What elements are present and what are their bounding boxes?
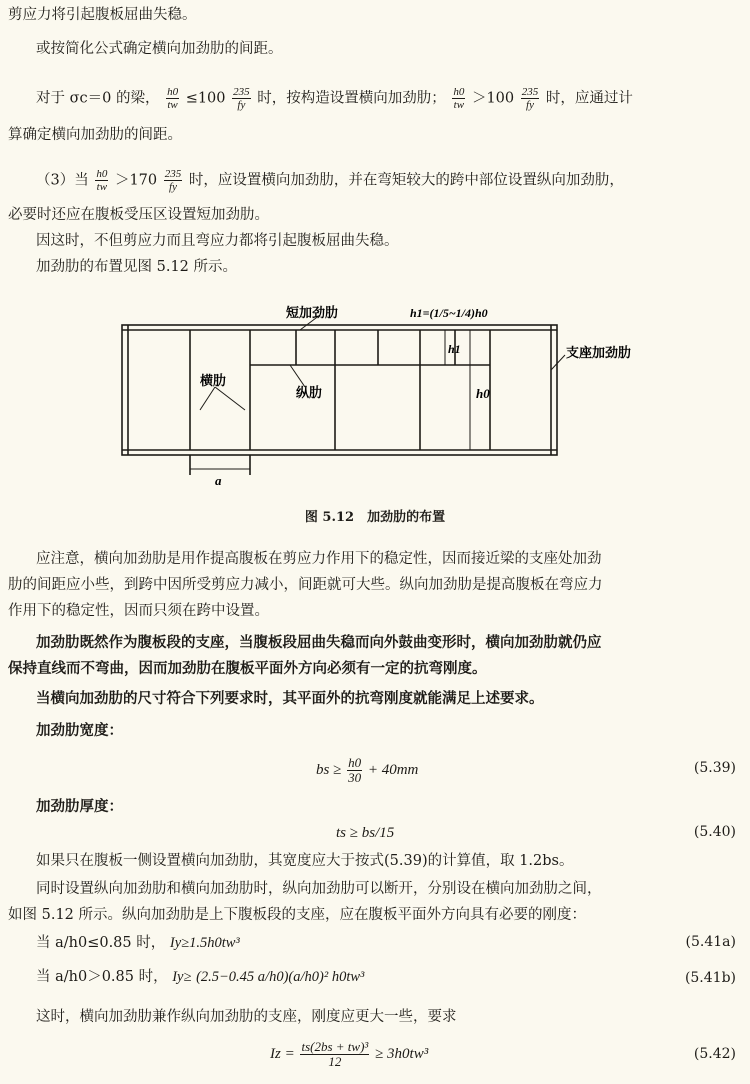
equation-5-42: Iz = $\frac{\text{ts(2bs + tw)³}}{12}$ ≥ 3h0tw³	[270, 1039, 429, 1069]
sqrt-235-fy: $\frac{235}{fy}$	[233, 86, 250, 111]
paragraph-2: 或按简化公式确定横向加劲肋的间距。	[36, 41, 283, 57]
label-a: a	[215, 473, 222, 488]
label-transverse: 横肋	[200, 374, 227, 389]
sqrt-235-fy-2: $\frac{235}{fy}$	[521, 86, 539, 111]
equation-number-5-41b: (5.41b)	[684, 970, 736, 986]
paragraph-9: 当横向加劲肋的尺寸符合下列要求时，其平面外的抗弯刚度就能满足上述要求。	[36, 690, 544, 707]
paragraph-8-line-1: 加劲肋既然作为腹板段的支座，当腹板段屈曲失稳而向外鼓曲变形时，横向加劲肋就仍应	[36, 634, 602, 651]
paragraph-6: 加劲肋的布置见图 5.12 所示。	[36, 259, 238, 275]
figure-caption: 图 5.12 加劲肋的布置	[304, 510, 446, 525]
paragraph-3-line-2: 算确定横向加劲肋的间距。	[8, 127, 182, 143]
heading-stiffener-width: 加劲肋宽度：	[36, 722, 123, 739]
paragraph-7-line-3: 作用下的稳定性，因而只须在跨中设置。	[8, 603, 269, 619]
equation-number-5-40: (5.40)	[693, 824, 736, 840]
label-short-stiffener: 短加劲肋	[286, 306, 339, 321]
paragraph-1: 剪应力将引起腹板屈曲失稳。	[8, 7, 197, 23]
label-h0: h0	[476, 386, 490, 401]
heading-stiffener-thickness: 加劲肋厚度：	[36, 798, 123, 815]
label-h1-equation: h1=(1/5~1/4)h0	[410, 306, 488, 320]
label-support-stiffener: 支座加劲肋	[566, 346, 632, 361]
girder-web-outline	[122, 325, 557, 455]
paragraph-14: 这时，横向加劲肋兼作纵向加劲肋的支座，刚度应更大一些，要求	[36, 1009, 457, 1025]
fraction-h0-tw-2: $\frac{h0}{tw}$	[453, 86, 465, 111]
sqrt-235-fy-3: $\frac{235}{fy}$	[164, 168, 182, 193]
paragraph-10: 如果只在腹板一侧设置横向加劲肋，其宽度应大于按式(5.39)的计算值，取 1.2bs。	[36, 853, 574, 869]
label-longitudinal: 纵肋	[296, 386, 323, 401]
equation-5-39: bs ≥ $\frac{h0}{30}$ + 40mm	[316, 755, 419, 785]
stiffener-layout-figure	[0, 295, 750, 495]
paragraph-8-line-2: 保持直线而不弯曲，因而加劲肋在腹板平面外方向必须有一定的抗弯刚度。	[8, 660, 487, 677]
condition-5-41b: 当 a/h0＞0.85 时， Iy≥ (2.5−0.45 a/h0)(a/h0)² h0tw³	[36, 969, 365, 985]
equation-number-5-39: (5.39)	[693, 760, 736, 776]
paragraph-11-line-1: 同时设置纵向加劲肋和横向加劲肋时，纵向加劲肋可以断开，分别设在横向加劲肋之间，	[36, 881, 602, 897]
paragraph-11-line-2: 如图 5.12 所示。纵向加劲肋是上下腹板段的支座，应在腹板平面外方向具有必要的刚度：	[8, 907, 586, 923]
equation-5-40: ts ≥ bs/15	[336, 825, 395, 841]
equation-number-5-42: (5.42)	[693, 1046, 736, 1062]
condition-5-41a: 当 a/h0≤0.85 时， Iy≥1.5h0tw³	[36, 935, 240, 951]
paragraph-4-line-2: 必要时还应在腹板受压区设置短加劲肋。	[8, 207, 269, 223]
paragraph-5: 因这时，不但剪应力而且弯应力都将引起腹板屈曲失稳。	[36, 233, 399, 249]
equation-number-5-41a: (5.41a)	[685, 934, 736, 950]
paragraph-4-line-1: （3）当 $\frac{h0}{tw}$ ＞170 $\frac{235}{fy}$ 时，应设置横向加劲肋，并在弯矩较大的跨中部位设置纵向加劲肋，	[36, 168, 624, 193]
label-h1: h1	[448, 342, 461, 356]
fraction-h0-tw: $\frac{h0}{tw}$	[167, 86, 179, 111]
paragraph-7-line-1: 应注意，横向加劲肋是用作提高腹板在剪应力作用下的稳定性，因而接近梁的支座处加劲	[36, 551, 602, 567]
fraction-h0-tw-3: $\frac{h0}{tw}$	[96, 168, 108, 193]
paragraph-3-line-1: 对于 σc＝0 的梁， $\frac{h0}{tw}$ ≤100 $\frac{235}{fy}$ 时，按构造设置横向加劲肋； $\frac{h0}{tw}$ ＞100 $\frac{235}{fy}$ 时，应通过计	[36, 86, 633, 111]
paragraph-7-line-2: 肋的间距应小些，到跨中因所受剪应力减小，间距就可大些。纵向加劲肋是提高腹板在弯应力	[8, 577, 603, 593]
